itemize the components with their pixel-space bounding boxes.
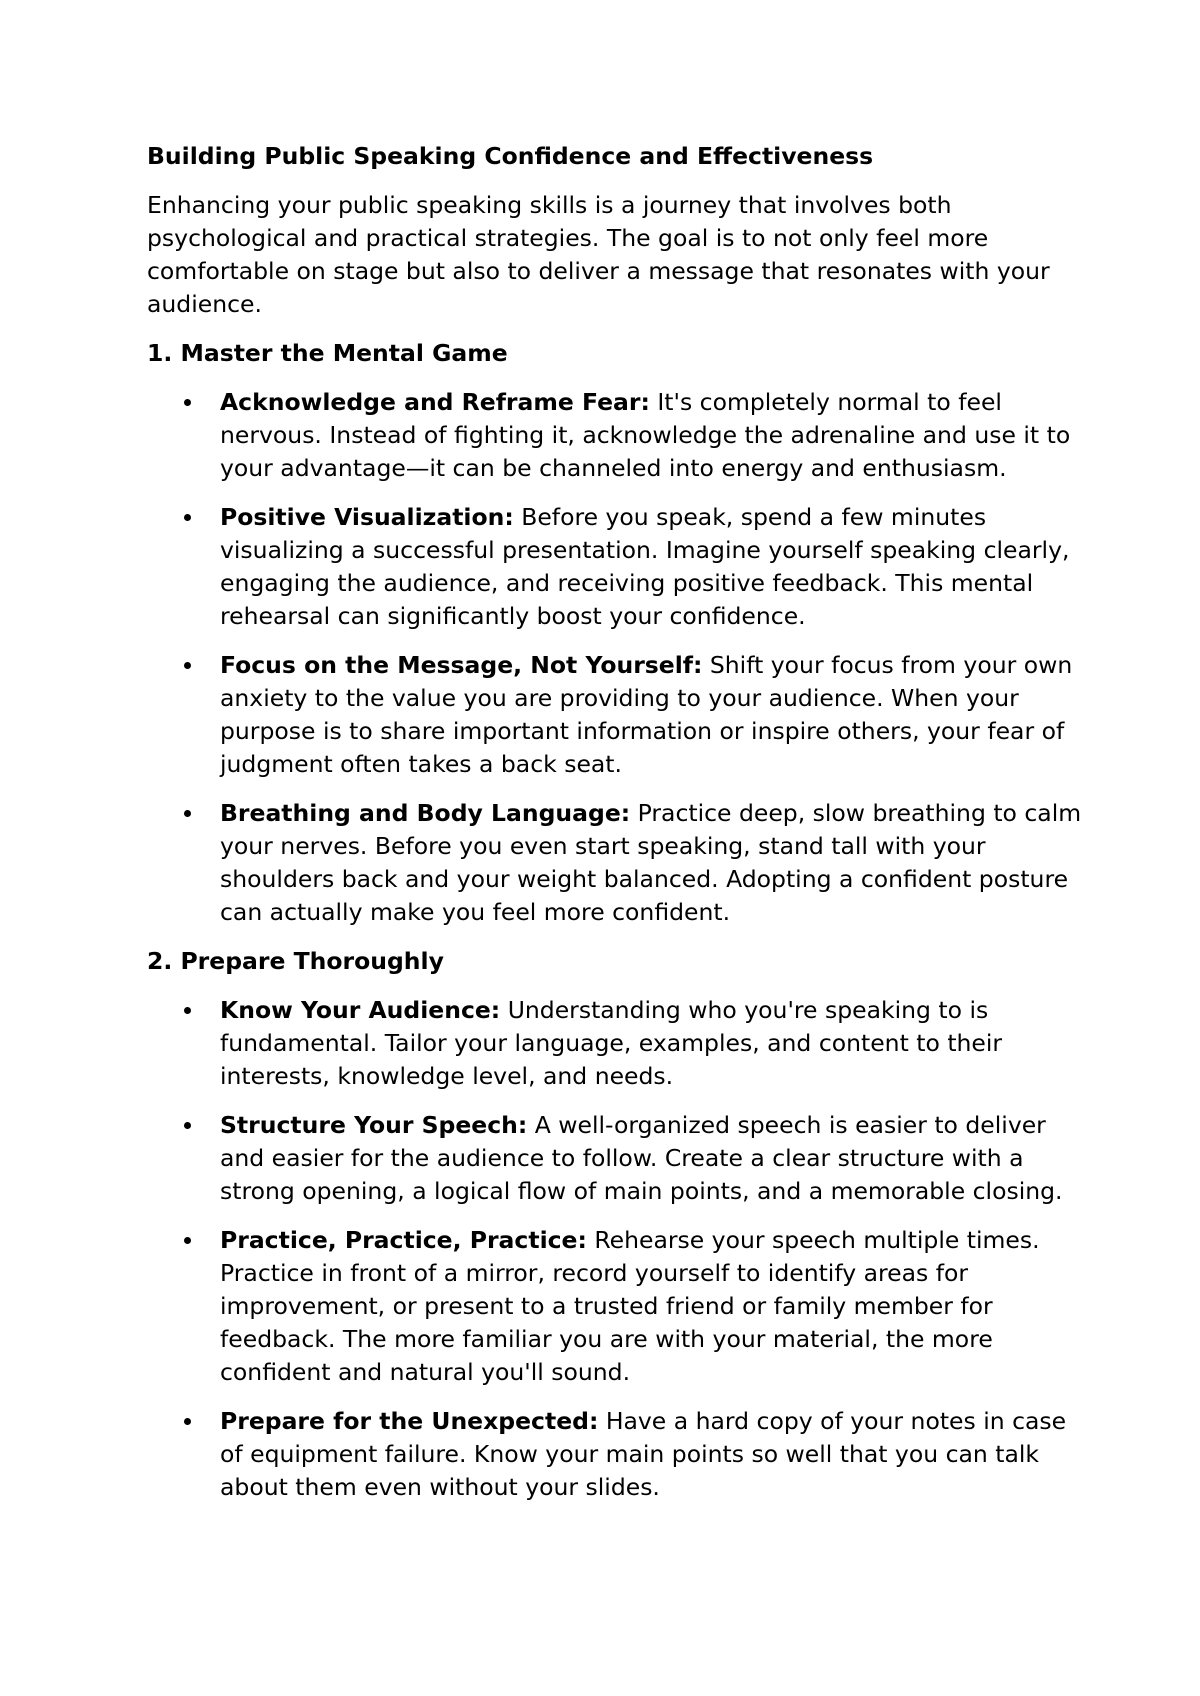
bullet-list: [147, 386, 1087, 929]
list-item: [147, 1405, 1087, 1504]
item-text: Understanding who you're speaking to is fundamental. Tailor your language, examples, and content to their interests, knowledge level, and needs.: [220, 996, 1003, 1090]
section-heading: 1. Master the Mental Game: [147, 339, 508, 367]
list-item: [147, 1109, 1087, 1208]
item-text: Before you speak, spend a few minutes visualizing a successful presentation. Imagine yourself speaking clearly, engaging the audience, and receiving positive feedback. This mental rehearsal can significantly boost your confidence.: [220, 503, 1070, 630]
item-term: Practice, Practice, Practice:: [220, 1226, 587, 1254]
list-item: [147, 386, 1087, 485]
section-mental-game: [147, 337, 1087, 929]
item-text: Have a hard copy of your notes in case of equipment failure. Know your main points so well that you can talk about them even without your slides.: [220, 1407, 1067, 1501]
bullet-list: [147, 994, 1087, 1504]
item-text: Rehearse your speech multiple times. Practice in front of a mirror, record yourself to identify areas for improvement, or present to a trusted friend or family member for feedback. The more familiar you are with your material, the more confident and natural you'll sound.: [220, 1226, 1040, 1386]
section-prepare: [147, 945, 1087, 1504]
bullet-icon: [184, 1122, 191, 1129]
item-text: A well-organized speech is easier to deliver and easier for the audience to follow. Create a clear structure with a strong opening, a logical flow of main points, and a memorable closing.: [220, 1111, 1063, 1205]
document-title: Building Public Speaking Confidence and Effectiveness: [147, 142, 874, 170]
item-term: Know Your Audience:: [220, 996, 501, 1024]
list-item: [147, 797, 1087, 929]
intro-paragraph: Enhancing your public speaking skills is a journey that involves both psychological and practical strategies. The goal is to not only feel more comfortable on stage but also to deliver a message that resonates with your audience.: [147, 191, 1050, 318]
bullet-icon: [184, 1007, 191, 1014]
bullet-icon: [184, 399, 191, 406]
item-text: Shift your focus from your own anxiety to the value you are providing to your audience. When your purpose is to share important information or inspire others, your fear of judgment often takes a back seat.: [220, 651, 1073, 778]
list-item: [147, 994, 1087, 1093]
item-text: It's completely normal to feel nervous. Instead of fighting it, acknowledge the adrenaline and use it to your advantage—it can be channeled into energy and enthusiasm.: [220, 388, 1071, 482]
bullet-icon: [184, 1237, 191, 1244]
bullet-icon: [184, 514, 191, 521]
list-item: [147, 649, 1087, 781]
bullet-icon: [184, 1418, 191, 1425]
item-term: Acknowledge and Reframe Fear:: [220, 388, 650, 416]
item-term: Breathing and Body Language:: [220, 799, 631, 827]
item-term: Structure Your Speech:: [220, 1111, 528, 1139]
document-page: [147, 140, 1087, 1520]
item-text: Practice deep, slow breathing to calm your nerves. Before you even start speaking, stand tall with your shoulders back and your weight balanced. Adopting a confident posture can actually make you feel more confident.: [220, 799, 1082, 926]
item-term: Prepare for the Unexpected:: [220, 1407, 599, 1435]
bullet-icon: [184, 662, 191, 669]
section-heading: 2. Prepare Thoroughly: [147, 947, 444, 975]
list-item: [147, 1224, 1087, 1389]
bullet-icon: [184, 810, 191, 817]
list-item: [147, 501, 1087, 633]
item-term: Positive Visualization:: [220, 503, 514, 531]
item-term: Focus on the Message, Not Yourself:: [220, 651, 703, 679]
